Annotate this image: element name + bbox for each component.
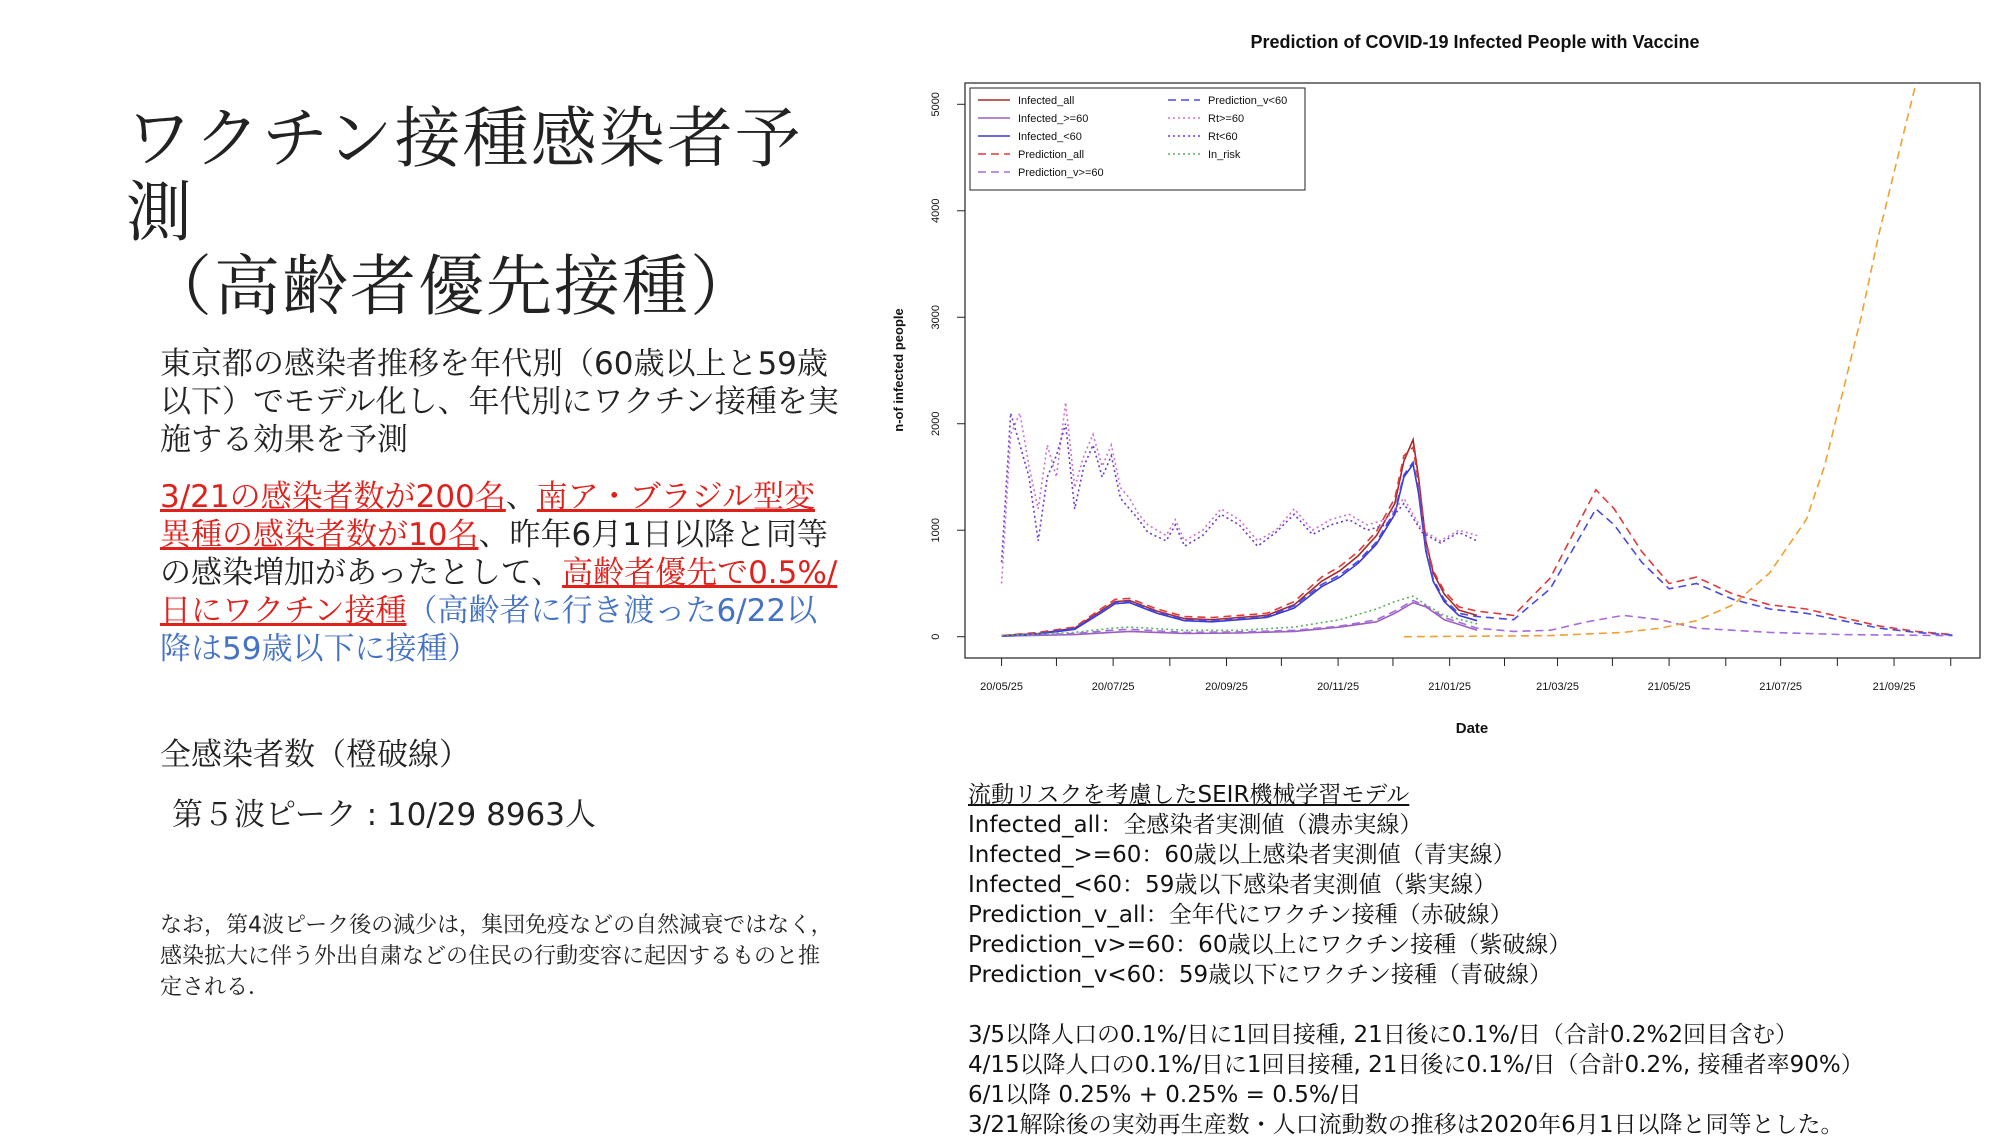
desc-prediction-60plus: Prediction_v>=60：60歳以上にワクチン接種（紫破線） xyxy=(968,932,1572,958)
assumption-growth: 、昨年6月1日以降と同等の感染増加があったとして、 xyxy=(160,517,828,591)
legend-entry: Infected_>=60 xyxy=(1018,113,1089,125)
legend-entry: Infected_all xyxy=(1018,95,1075,107)
note-vaccine-3: 6/1以降 0.25% + 0.25% = 0.5%/日 xyxy=(968,1082,1362,1108)
paragraph-model: 東京都の感染者推移を年代別（60歳以上と59歳以下）でモデル化し、年代別にワクチン接種を実施する効果を予測 xyxy=(160,346,839,458)
title-line-2: （高齢者優先接種） xyxy=(146,248,758,325)
assumption-vaccine-rate: 高齢者優先で0.5%/日にワクチン接種 xyxy=(160,555,838,629)
x-axis-label: Date xyxy=(1455,720,1489,737)
legend-entry: Prediction_all xyxy=(1018,149,1085,161)
desc-prediction-all: Prediction_v_all：全年代にワクチン接種（赤破線） xyxy=(968,902,1513,928)
footnote: なお，第4波ピーク後の減少は，集団免疫などの自然減衰ではなく，感染拡大に伴う外出自粛などの住民の行動変容に起因するものと推定される． xyxy=(160,913,833,1000)
legend-entry: Rt<60 xyxy=(1208,131,1238,143)
x-tick-label: 21/03/25 xyxy=(1536,681,1579,693)
note-vaccine-2: 4/15以降人口の0.1%/日に1回目接種, 21日後に0.1%/日（合計0.2%, 接種者率90%） xyxy=(968,1052,1864,1078)
model-heading: 流動リスクを考慮したSEIR機械学習モデル xyxy=(968,782,1410,808)
slide-title xyxy=(126,102,826,324)
model-description xyxy=(968,780,1988,1140)
x-tick-label: 21/01/25 xyxy=(1428,681,1472,693)
x-tick-label: 20/07/25 xyxy=(1091,681,1135,693)
desc-infected-60plus: Infected_>=60：60歳以上感染者実測値（青実線） xyxy=(968,842,1516,868)
desc-infected-under60: Infected_<60：59歳以下感染者実測値（紫実線） xyxy=(968,872,1497,898)
legend-entry: Prediction_v>=60 xyxy=(1018,167,1104,179)
title-line-1: ワクチン接種感染者予測 xyxy=(126,100,803,251)
assumption-after-elderly: （高齢者に行き渡った6/22以降は59歳以下に接種） xyxy=(160,593,818,667)
legend-entry: Prediction_v<60 xyxy=(1208,95,1288,107)
total-infected-label: 全感染者数（橙破線） xyxy=(160,737,470,773)
legend-entry: Rt>=60 xyxy=(1208,113,1245,125)
x-tick-label: 21/09/25 xyxy=(1872,681,1916,693)
y-tick-label: 0 xyxy=(930,633,942,640)
y-tick-label: 5000 xyxy=(930,92,942,117)
desc-infected-all: Infected_all：全感染者実測値（濃赤実線） xyxy=(968,812,1423,838)
y-axis-label: n-of infected people xyxy=(891,308,906,432)
paragraph-assumptions xyxy=(160,478,840,668)
note-vaccine-1: 3/5以降人口の0.1%/日に1回目接種, 21日後に0.1%/日（合計0.2%2回目含む） xyxy=(968,1022,1798,1048)
legend-entry: In_risk xyxy=(1208,149,1241,161)
x-tick-label: 20/09/25 xyxy=(1205,681,1248,693)
fifth-wave-peak: 第５波ピーク : 10/29 8963人 xyxy=(172,797,596,833)
assumption-variant-count: 南ア・ブラジル型変異種の感染者数が10名 xyxy=(160,479,816,553)
series-line xyxy=(1002,464,1478,636)
y-tick-label: 2000 xyxy=(930,411,942,436)
x-tick-label: 21/05/25 xyxy=(1647,681,1691,693)
series-line xyxy=(1002,447,1953,635)
plot-layer xyxy=(930,83,1953,693)
assumption-separator: 、 xyxy=(505,479,537,515)
assumption-infected-count: 3/21の感染者数が200名 xyxy=(160,479,506,515)
series-line xyxy=(1002,413,1478,562)
note-assumption: 3/21解除後の実効再生産数・人口流動数の推移は2020年6月1日以降と同等とした。 xyxy=(968,1112,1844,1138)
series-line xyxy=(1404,83,1916,637)
y-tick-label: 1000 xyxy=(930,517,942,543)
chart-title: Prediction of COVID-19 Infected People with Vaccine xyxy=(1250,32,1700,52)
y-tick-label: 4000 xyxy=(930,198,942,224)
x-tick-label: 20/11/25 xyxy=(1317,681,1360,693)
y-tick-label: 3000 xyxy=(930,305,942,330)
covid-prediction-chart xyxy=(880,20,1990,760)
x-tick-label: 20/05/25 xyxy=(980,681,1023,693)
x-tick-label: 21/07/25 xyxy=(1759,681,1803,693)
legend-entry: Infected_<60 xyxy=(1018,131,1082,143)
chart-legend xyxy=(970,88,1305,190)
desc-prediction-under60: Prediction_v<60：59歳以下にワクチン接種（青破線） xyxy=(968,962,1553,988)
series-line xyxy=(1002,462,1953,636)
